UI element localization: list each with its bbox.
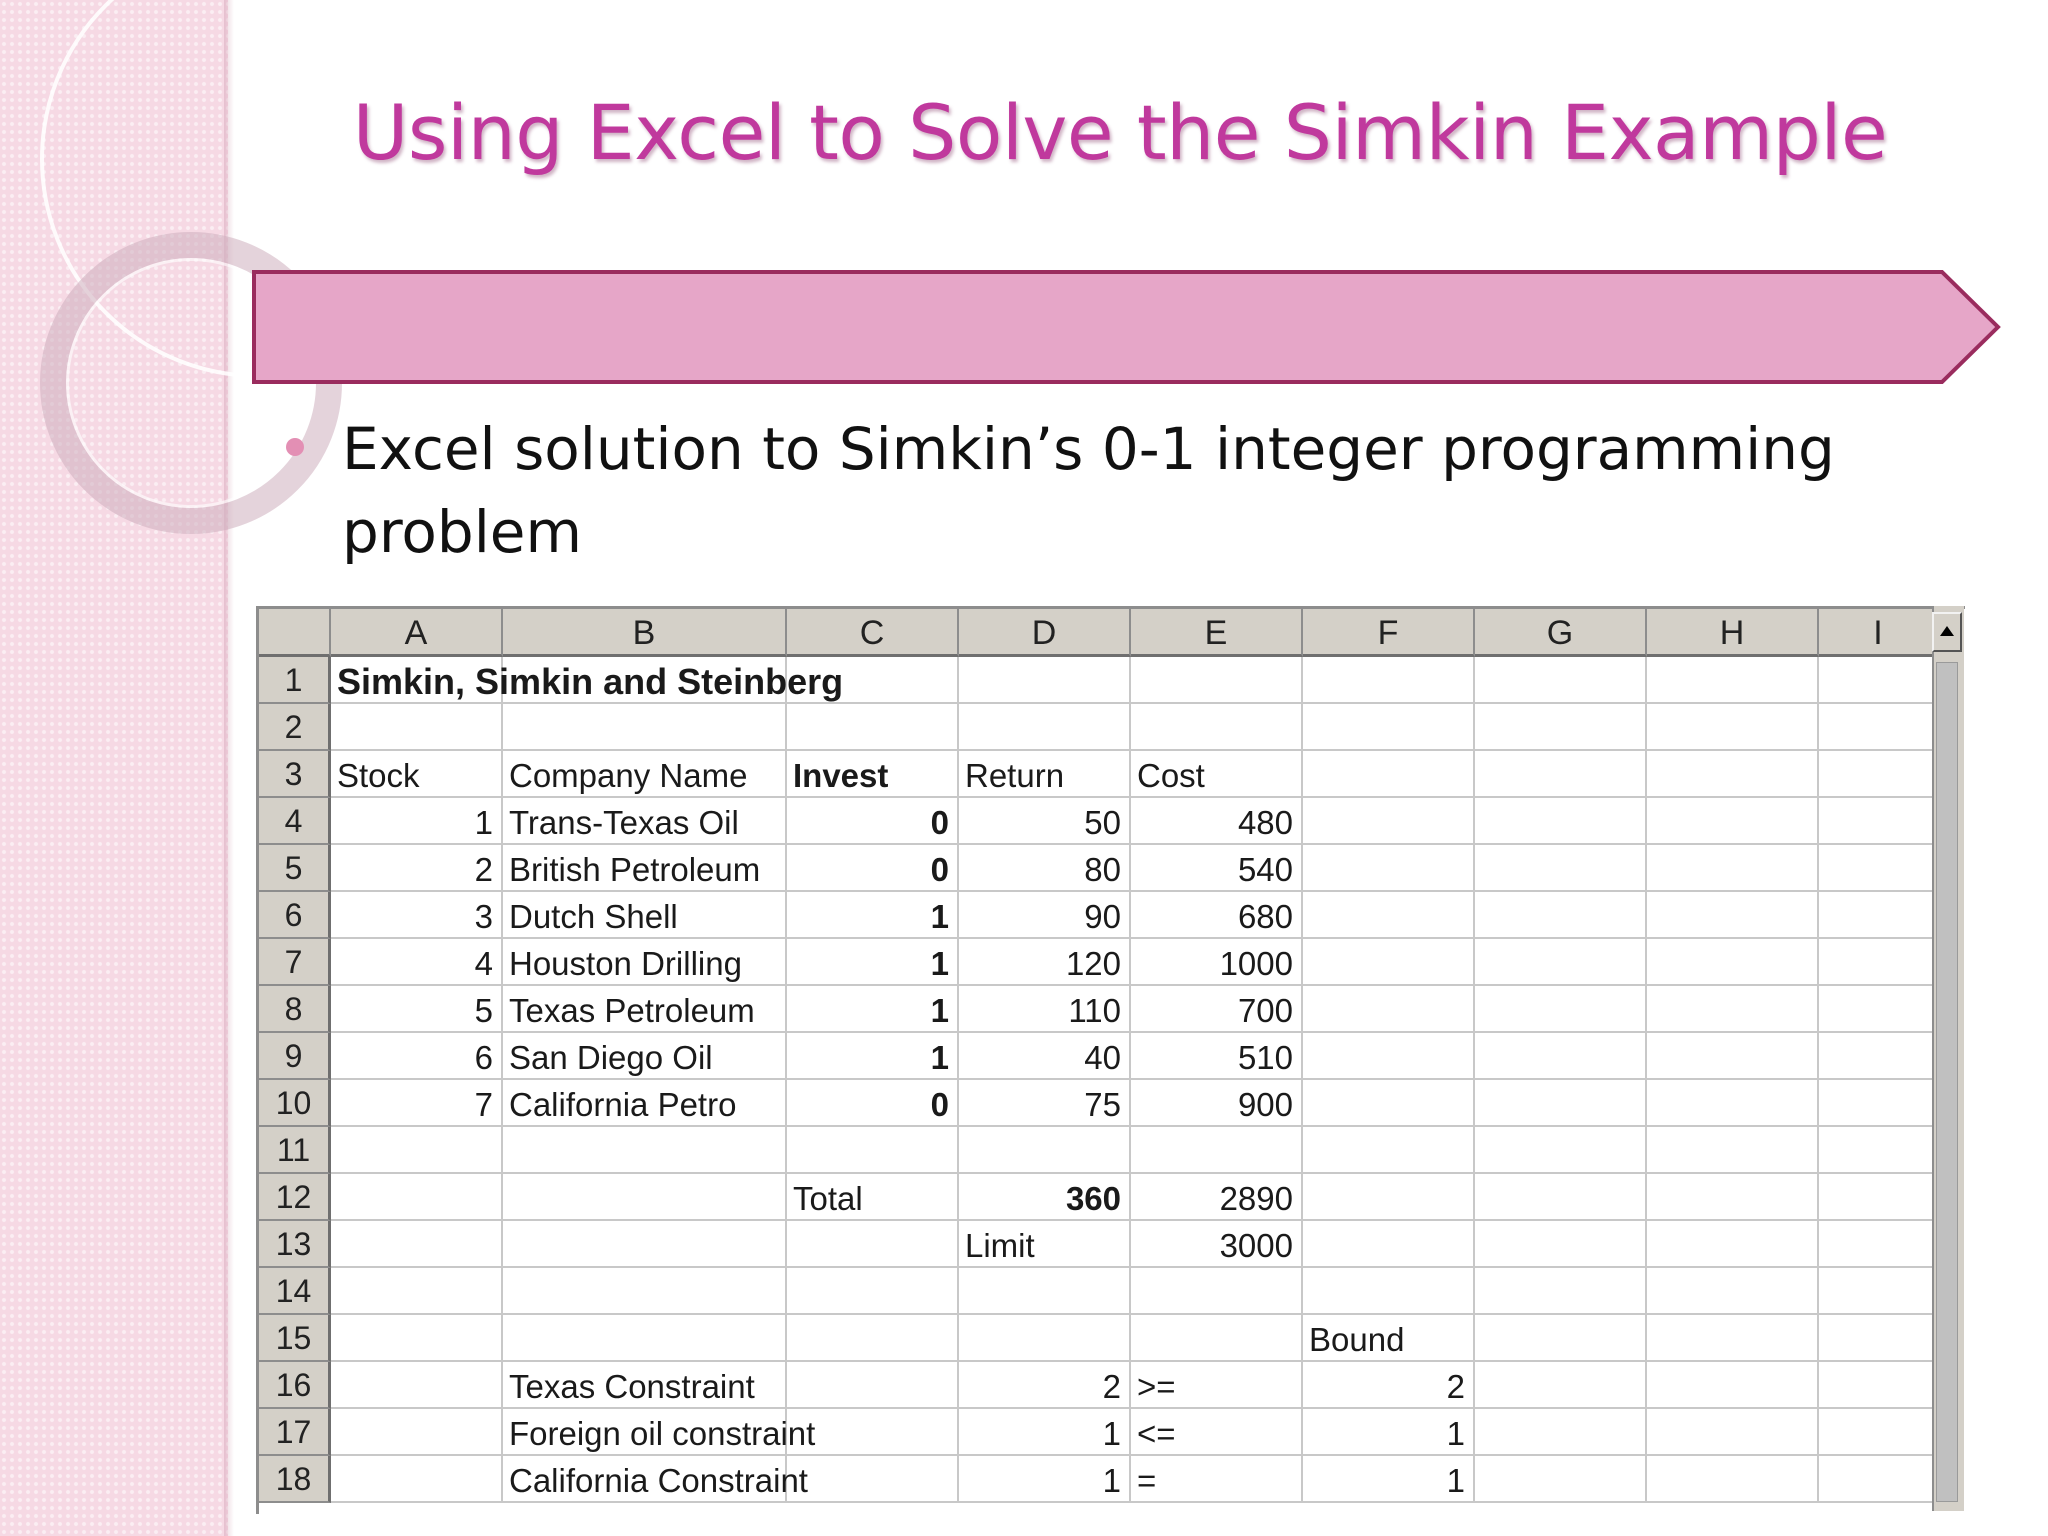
row-header[interactable]: 9 bbox=[259, 1033, 331, 1080]
company-name-cell[interactable]: Dutch Shell bbox=[509, 898, 678, 935]
gridline bbox=[331, 1360, 1951, 1362]
cost-cell[interactable]: 680 bbox=[1237, 898, 1293, 935]
stock-number-cell[interactable]: 3 bbox=[474, 898, 493, 935]
return-cell[interactable]: 120 bbox=[1065, 945, 1121, 982]
row-header[interactable]: 4 bbox=[259, 798, 331, 845]
limit-label-cell[interactable]: Limit bbox=[965, 1227, 1035, 1264]
gridline bbox=[331, 1031, 1951, 1033]
constraint-bound-cell[interactable]: 2 bbox=[1446, 1368, 1465, 1405]
gridline bbox=[331, 843, 1951, 845]
row-header[interactable]: 15 bbox=[259, 1315, 331, 1362]
column-header[interactable]: F bbox=[1303, 609, 1475, 657]
constraint-name-cell[interactable]: California Constraint bbox=[509, 1462, 808, 1499]
gridline bbox=[1129, 657, 1131, 1503]
row-header[interactable]: 5 bbox=[259, 845, 331, 892]
constraint-operator-cell[interactable]: = bbox=[1137, 1462, 1157, 1499]
invest-decision-cell[interactable]: 1 bbox=[930, 1039, 949, 1076]
cost-cell[interactable]: 540 bbox=[1237, 851, 1293, 888]
gridline bbox=[331, 1454, 1951, 1456]
bullet-text: Excel solution to Simkin’s 0-1 integer programming problem bbox=[342, 415, 1835, 566]
company-name-cell[interactable]: British Petroleum bbox=[509, 851, 761, 888]
constraint-operator-cell[interactable]: <= bbox=[1137, 1415, 1176, 1452]
row-header[interactable]: 16 bbox=[259, 1362, 331, 1409]
invest-decision-cell[interactable]: 0 bbox=[930, 1086, 949, 1123]
bound-label-cell[interactable]: Bound bbox=[1309, 1321, 1405, 1358]
constraint-bound-cell[interactable]: 1 bbox=[1446, 1462, 1465, 1499]
row-header[interactable]: 13 bbox=[259, 1221, 331, 1268]
constraint-operator-cell[interactable]: >= bbox=[1137, 1368, 1176, 1405]
return-cell[interactable]: 80 bbox=[1084, 851, 1121, 888]
header-cell-stock[interactable]: Stock bbox=[337, 757, 420, 794]
company-name-cell[interactable]: Trans-Texas Oil bbox=[509, 804, 739, 841]
gridline bbox=[331, 890, 1951, 892]
constraint-bound-cell[interactable]: 1 bbox=[1446, 1415, 1465, 1452]
total-cost-cell[interactable]: 2890 bbox=[1219, 1180, 1293, 1217]
row-header[interactable]: 12 bbox=[259, 1174, 331, 1221]
row-header[interactable]: 6 bbox=[259, 892, 331, 939]
gridline bbox=[331, 1219, 1951, 1221]
constraint-lhs-cell[interactable]: 1 bbox=[1102, 1462, 1121, 1499]
gridline bbox=[331, 1125, 1951, 1127]
triangle-up-icon bbox=[1934, 614, 1960, 650]
row-header[interactable]: 18 bbox=[259, 1456, 331, 1503]
gridline bbox=[331, 937, 1951, 939]
return-cell[interactable]: 40 bbox=[1084, 1039, 1121, 1076]
total-return-cell[interactable]: 360 bbox=[1065, 1180, 1121, 1217]
return-cell[interactable]: 50 bbox=[1084, 804, 1121, 841]
slide-title: Using Excel to Solve the Simkin Example bbox=[352, 88, 1888, 177]
gridline bbox=[331, 1078, 1951, 1080]
spreadsheet[interactable] bbox=[256, 606, 1965, 1514]
gridline bbox=[957, 657, 959, 1503]
select-all-corner[interactable] bbox=[259, 609, 331, 657]
gridline bbox=[331, 702, 1951, 704]
gridline bbox=[331, 1313, 1951, 1315]
limit-value-cell[interactable]: 3000 bbox=[1219, 1227, 1293, 1264]
invest-decision-cell[interactable]: 0 bbox=[930, 851, 949, 888]
column-header[interactable]: H bbox=[1647, 609, 1819, 657]
row-header[interactable]: 10 bbox=[259, 1080, 331, 1127]
company-name-cell[interactable]: Texas Petroleum bbox=[509, 992, 755, 1029]
column-header[interactable]: E bbox=[1131, 609, 1303, 657]
cost-cell[interactable]: 900 bbox=[1237, 1086, 1293, 1123]
stock-number-cell[interactable]: 1 bbox=[474, 804, 493, 841]
cost-cell[interactable]: 510 bbox=[1237, 1039, 1293, 1076]
column-header[interactable]: D bbox=[959, 609, 1131, 657]
gridline bbox=[331, 1407, 1951, 1409]
gridline bbox=[331, 1266, 1951, 1268]
invest-decision-cell[interactable]: 1 bbox=[930, 898, 949, 935]
gridline bbox=[501, 657, 503, 1503]
stock-number-cell[interactable]: 4 bbox=[474, 945, 493, 982]
return-cell[interactable]: 75 bbox=[1084, 1086, 1121, 1123]
header-cell-invest[interactable]: Invest bbox=[793, 757, 889, 794]
gridline bbox=[1473, 657, 1475, 1503]
row-header[interactable]: 1 bbox=[259, 657, 331, 704]
column-header[interactable]: I bbox=[1819, 609, 1939, 657]
scroll-up-button[interactable] bbox=[1932, 612, 1962, 652]
stock-number-cell[interactable]: 6 bbox=[474, 1039, 493, 1076]
header-cell-return[interactable]: Return bbox=[965, 757, 1065, 794]
total-label-cell[interactable]: Total bbox=[793, 1180, 863, 1217]
row-header[interactable]: 11 bbox=[259, 1127, 331, 1174]
return-cell[interactable]: 90 bbox=[1084, 898, 1121, 935]
cost-cell[interactable]: 480 bbox=[1237, 804, 1293, 841]
row-header[interactable]: 7 bbox=[259, 939, 331, 986]
column-header[interactable]: B bbox=[503, 609, 787, 657]
gridline bbox=[1817, 657, 1819, 1503]
header-cell-cost[interactable]: Cost bbox=[1137, 757, 1205, 794]
row-header[interactable]: 8 bbox=[259, 986, 331, 1033]
constraint-name-cell[interactable]: Texas Constraint bbox=[509, 1368, 755, 1405]
invest-decision-cell[interactable]: 1 bbox=[930, 992, 949, 1029]
gridline bbox=[331, 984, 1951, 986]
scrollbar-thumb[interactable] bbox=[1936, 662, 1958, 1502]
bullet-dot-icon bbox=[286, 438, 304, 456]
stock-number-cell[interactable]: 7 bbox=[474, 1086, 493, 1123]
constraint-name-cell[interactable]: Foreign oil constraint bbox=[509, 1415, 816, 1452]
cost-cell[interactable]: 700 bbox=[1237, 992, 1293, 1029]
column-header[interactable]: A bbox=[331, 609, 503, 657]
gridline bbox=[331, 1172, 1951, 1174]
company-name-cell[interactable]: California Petro bbox=[509, 1086, 737, 1123]
row-header[interactable]: 17 bbox=[259, 1409, 331, 1456]
invest-decision-cell[interactable]: 1 bbox=[930, 945, 949, 982]
row-header[interactable]: 14 bbox=[259, 1268, 331, 1315]
constraint-lhs-cell[interactable]: 2 bbox=[1102, 1368, 1121, 1405]
gridline bbox=[331, 796, 1951, 798]
sheet-title-cell[interactable]: Simkin, Simkin and Steinberg bbox=[337, 661, 844, 702]
company-name-cell[interactable]: Houston Drilling bbox=[509, 945, 742, 982]
gridline bbox=[331, 1501, 1951, 1503]
row-header[interactable]: 3 bbox=[259, 751, 331, 798]
column-header[interactable]: C bbox=[787, 609, 959, 657]
constraint-lhs-cell[interactable]: 1 bbox=[1102, 1415, 1121, 1452]
gridline bbox=[1301, 657, 1303, 1503]
gridline bbox=[1645, 657, 1647, 1503]
row-header[interactable]: 2 bbox=[259, 704, 331, 751]
gridline bbox=[331, 749, 1951, 751]
invest-decision-cell[interactable]: 0 bbox=[930, 804, 949, 841]
company-name-cell[interactable]: San Diego Oil bbox=[509, 1039, 713, 1076]
header-cell-company[interactable]: Company Name bbox=[509, 757, 748, 794]
stock-number-cell[interactable]: 5 bbox=[474, 992, 493, 1029]
return-cell[interactable]: 110 bbox=[1068, 992, 1121, 1029]
stock-number-cell[interactable]: 2 bbox=[474, 851, 493, 888]
column-header[interactable]: G bbox=[1475, 609, 1647, 657]
decorative-banner bbox=[252, 268, 2002, 386]
cost-cell[interactable]: 1000 bbox=[1219, 945, 1293, 982]
